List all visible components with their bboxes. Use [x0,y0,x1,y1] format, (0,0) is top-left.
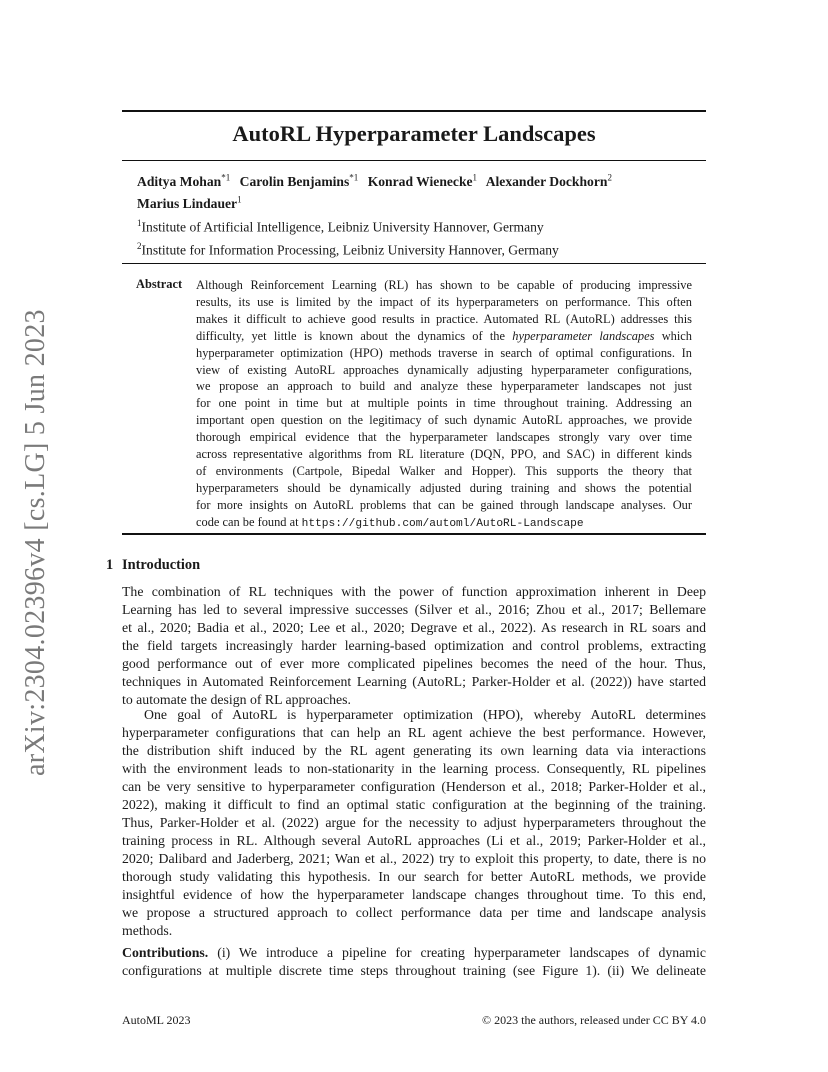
author-list [137,168,677,213]
abstract-label: Abstract [136,277,183,291]
author: Alexander Dockhorn$^2$ [485,172,612,189]
author: Konrad Wienecke$^1$ [367,172,478,189]
affiliation: $^2$Institute for Information Processing, Leibniz University Hannover, Germany [137,240,559,258]
title-rule [122,160,706,161]
paper-title: AutoRL Hyperparameter Landscapes [232,121,596,146]
author: Marius Lindauer$^1$ [137,194,242,212]
abstract-top-rule [122,263,706,264]
contributions-paragraph: Contributions. (i) We introduce a pipeline for creating hyperparameter landscapes of dynamic configurations at multiple discrete time steps throughout training (see Figure 1). (ii) We delineate [122,945,706,978]
arxiv-identifier: arXiv:2304.02396v4 [cs.LG] 5 Jun 2023 [20,309,51,776]
intro-paragraph-2: One goal of AutoRL is hyperparameter optimization (HPO), whereby AutoRL determines [144,707,706,722]
emphasis: hyperparameter landscapes [512,328,655,343]
abstract-text: Although Reinforcement Learning (RL) has shown to be capable of producing impressive results, its use is limited by the impact of its hyperparameters on performance. This often makes it difficult to achieve good results in practice. Automated RL (AutoRL) addresses this difficulty, yet little is known about the dynamics of the hyperparameter landscapes which hyperparameter optimization (HPO) methods traverse in search of optimal configurations. In view of existing AutoRL approaches dynamically adjusting hyperparameter configurations, we propose an approach to build and analyze these hyperparameter landscapes not just for one point in time but at multiple points in time throughout training. Addressing an important open question on the legitimacy of such dynamic AutoRL approaches, we provide thorough empirical evidence that the hyperparameter landscapes strongly vary over time across representative algorithms from RL literature (DQN, PPO, and SAC) in different kinds of environments (Cartpole, Bipedal Walker and Hopper). This supports the theory that hyperparameters should be dynamically adjusted during training and shows the potential for more insights on AutoRL problems that can be gained through landscape analyses. Our code can be found at https://github.com/automl/AutoRL-Landscape [196,278,692,530]
intro-paragraph-1: The combination of RL techniques with the power of function approximation inherent in Deep Learning has led to several impressive successes (Silver et al., 2016; Zhou et al., 2017; Bellemare et al., 2020; Badia et al., 2020; Lee et al., 2020; Degrave et al., 2022). As research in RL soars and the field targets increasingly harder learning-based optimization and control problems, extracting good performance out of ever more complicated pipelines becomes the need of the hour. Thus, techniques in Automated Reinforcement Learning (AutoRL; Parker-Holder et al. (2022)) have started to automate the design of RL approaches. [122,584,706,707]
author: Carolin Benjamins$^{*1}$ [239,172,359,189]
footer-license: © 2023 the authors, released under CC BY 4.0 [482,1013,706,1027]
footer-venue: AutoML 2023 [122,1013,191,1027]
section-heading: 1 Introduction [106,557,201,573]
top-rule-thick [122,110,706,112]
author: Aditya Mohan$^{*1}$ [137,172,231,189]
contributions-label: Contributions. [122,945,209,960]
affiliations [137,214,697,259]
abstract-bottom-rule [122,533,706,535]
intro-paragraph-2-cont: hyperparameter configurations that can help an RL agent achieve the best performance. However, the distribution shift induced by the RL agent generating its own learning data via interactions with the environment leads to non-stationarity in the learning process. Consequently, RL pipelines can be very sensitive to hyperparameter configuration (Henderson et al., 2018; Parker-Holder et al., 2022), making it difficult to find an optimal static configuration at the beginning of the training. Thus, Parker-Holder et al. (2022) argue for the necessity to adjust hyperparameters throughout the training process in RL. Although several AutoRL approaches (Li et al., 2019; Parker-Holder et al., 2020; Dalibard and Jaderberg, 2021; Wan et al., 2022) try to exploit this property, to date, there is no thorough study validating this hypothesis. In our search for better AutoRL methods, we provide insightful evidence of how the hyperparameter landscape changes throughout time. To this end, we propose a structured approach to collect performance data per time and landscape analysis methods. [122,725,706,938]
affiliation: $^1$Institute of Artificial Intelligence, Leibniz University Hannover, Germany [137,218,544,235]
code-url-link[interactable]: https://github.com/automl/AutoRL-Landscape [301,517,584,530]
